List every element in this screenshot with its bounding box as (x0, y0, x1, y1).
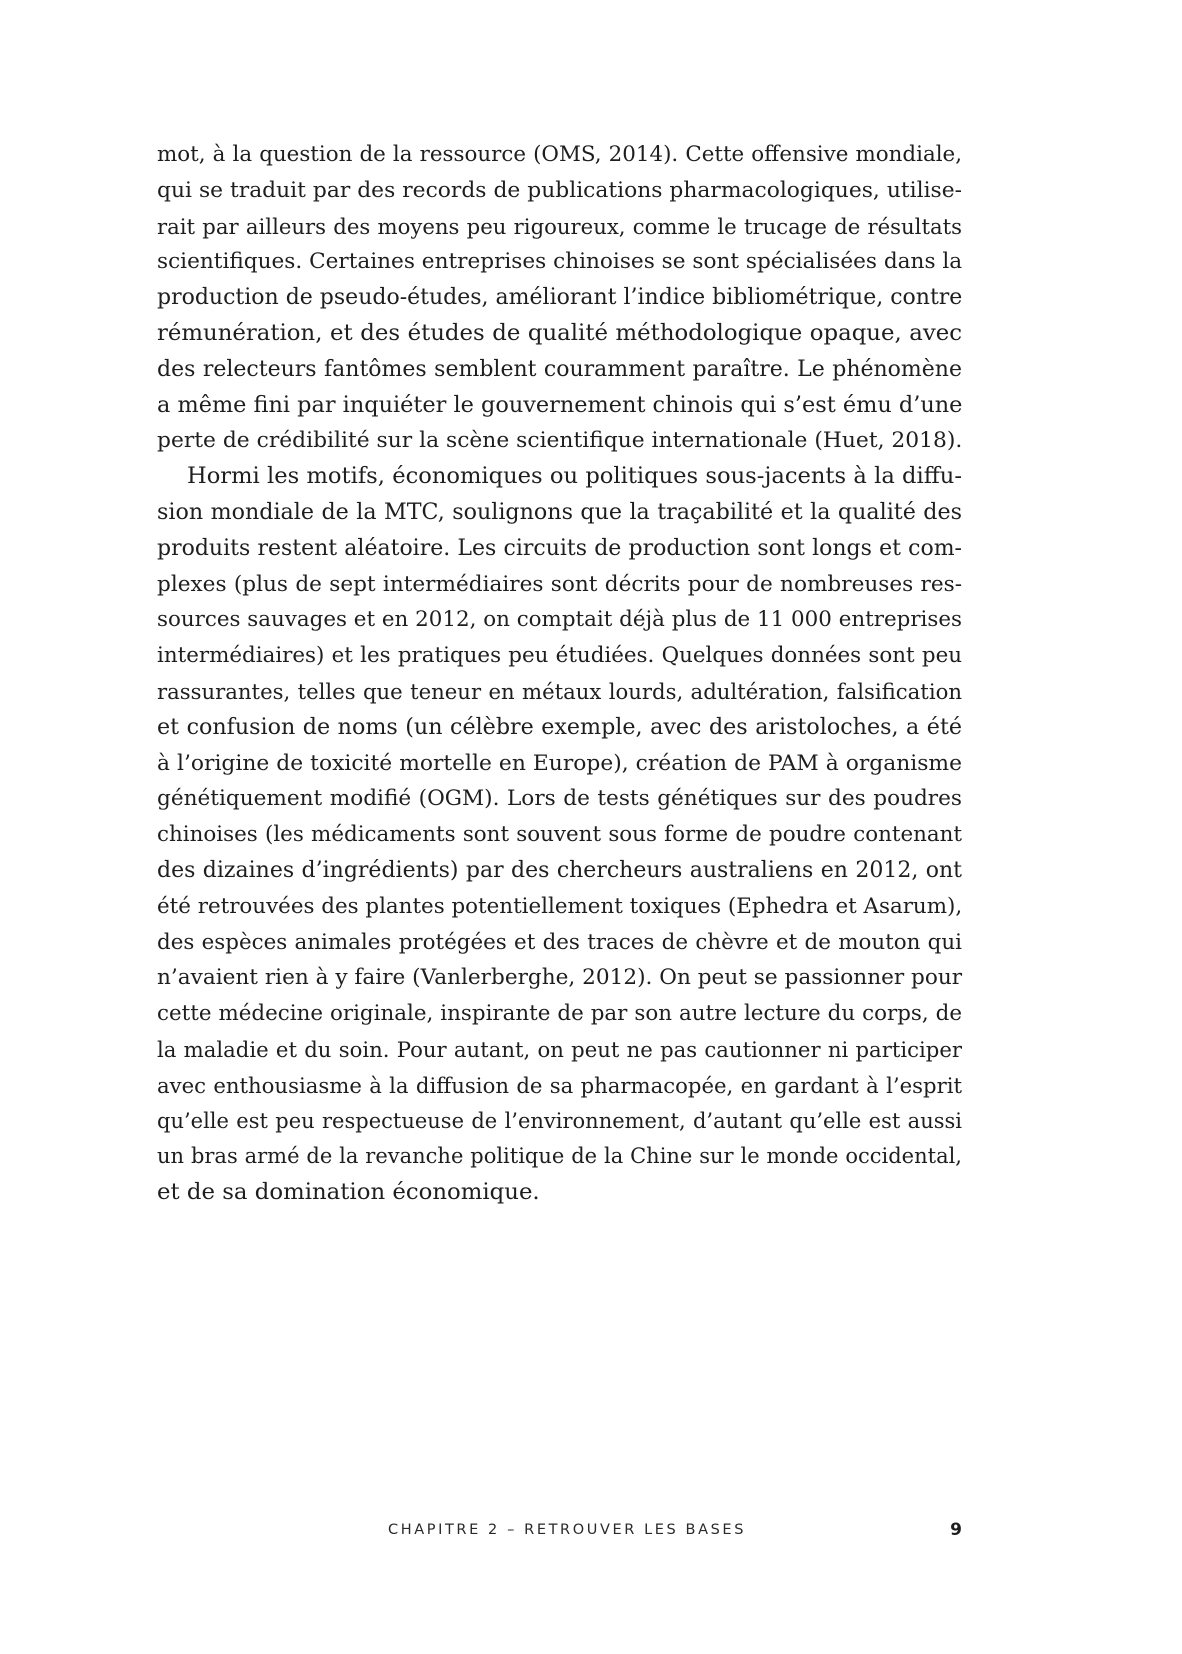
page-number: 9 (950, 1520, 962, 1540)
text-line: un bras armé de la revanche politique de la Chine sur le monde occidental, (157, 1144, 962, 1169)
text-line: scientifiques. Certaines entreprises chinoises se sont spécialisées dans la (157, 249, 963, 275)
text-line: rassurantes, telles que teneur en métaux lourds, adultération, falsification (157, 678, 962, 704)
text-line: a même fini par inquiéter le gouvernement chinois qui s’est ému d’une (157, 391, 963, 418)
text-line: perte de crédibilité sur la scène scientifique internationale (Huet, 2018). (157, 428, 963, 454)
text-line: sion mondiale de la MTC, soulignons que la traçabilité et la qualité des (157, 498, 962, 525)
text-line: avec enthousiasme à la diffusion de sa pharmacopée, en gardant à l’esprit (157, 1072, 962, 1098)
text-line: des dizaines d’ingrédients) par des chercheurs australiens en 2012, ont (157, 857, 962, 883)
body-text (157, 137, 962, 1211)
text-line: et de sa domination économique. (157, 1179, 540, 1206)
paragraph (157, 459, 962, 1211)
text-line: production de pseudo-études, améliorant l’indice bibliométrique, contre (157, 285, 963, 311)
text-line: des espèces animales protégées et des traces de chèvre et de mouton qui (157, 929, 962, 955)
page-footer (157, 1522, 962, 1546)
text-line: cette médecine originale, inspirante de par son autre lecture du corps, de (157, 1001, 962, 1027)
paragraph (157, 137, 962, 459)
text-line: rait par ailleurs des moyens peu rigoureux, comme le trucage de résultats (157, 213, 962, 239)
text-line: à l’origine de toxicité mortelle en Europe), création de PAM à organisme (157, 750, 962, 776)
text-line: n’avaient rien à y faire (Vanlerberghe, 2012). On peut se passionner pour (157, 965, 963, 991)
text-line: Hormi les motifs, économiques ou politiques sous-jacents à la diffu- (187, 463, 962, 490)
text-line: mot, à la question de la ressource (OMS, 2014). Cette offensive mondiale, (157, 142, 962, 167)
text-line: sources sauvages et en 2012, on comptait déjà plus de 11 000 entreprises (157, 607, 962, 633)
text-line: chinoises (les médicaments sont souvent sous forme de poudre contenant (157, 822, 962, 848)
text-line: intermédiaires) et les pratiques peu étudiées. Quelques données sont peu (157, 643, 962, 669)
text-line: et confusion de noms (un célèbre exemple, avec des aristoloches, a été (157, 713, 962, 740)
text-line: qu’elle est peu respectueuse de l’environnement, d’autant qu’elle est aussi (157, 1108, 962, 1133)
text-line: été retrouvées des plantes potentiellement toxiques (Ephedra et Asarum), (157, 893, 963, 919)
running-title: CHAPITRE 2 – RETROUVER LES BASES (387, 1522, 746, 1538)
text-line: qui se traduit par des records de publications pharmacologiques, utilise- (157, 177, 962, 203)
text-line: rémunération, et des études de qualité méthodologique opaque, avec (157, 319, 962, 346)
text-line: plexes (plus de sept intermédiaires sont décrits pour de nombreuses res- (157, 571, 962, 597)
text-line: génétiquement modifié (OGM). Lors de tests génétiques sur des poudres (157, 786, 962, 812)
text-line: des relecteurs fantômes semblent couramment paraître. Le phénomène (157, 356, 962, 382)
text-line: produits restent aléatoire. Les circuits de production sont longs et com- (157, 535, 962, 561)
text-line: la maladie et du soin. Pour autant, on peut ne pas cautionner ni participer (157, 1036, 962, 1062)
